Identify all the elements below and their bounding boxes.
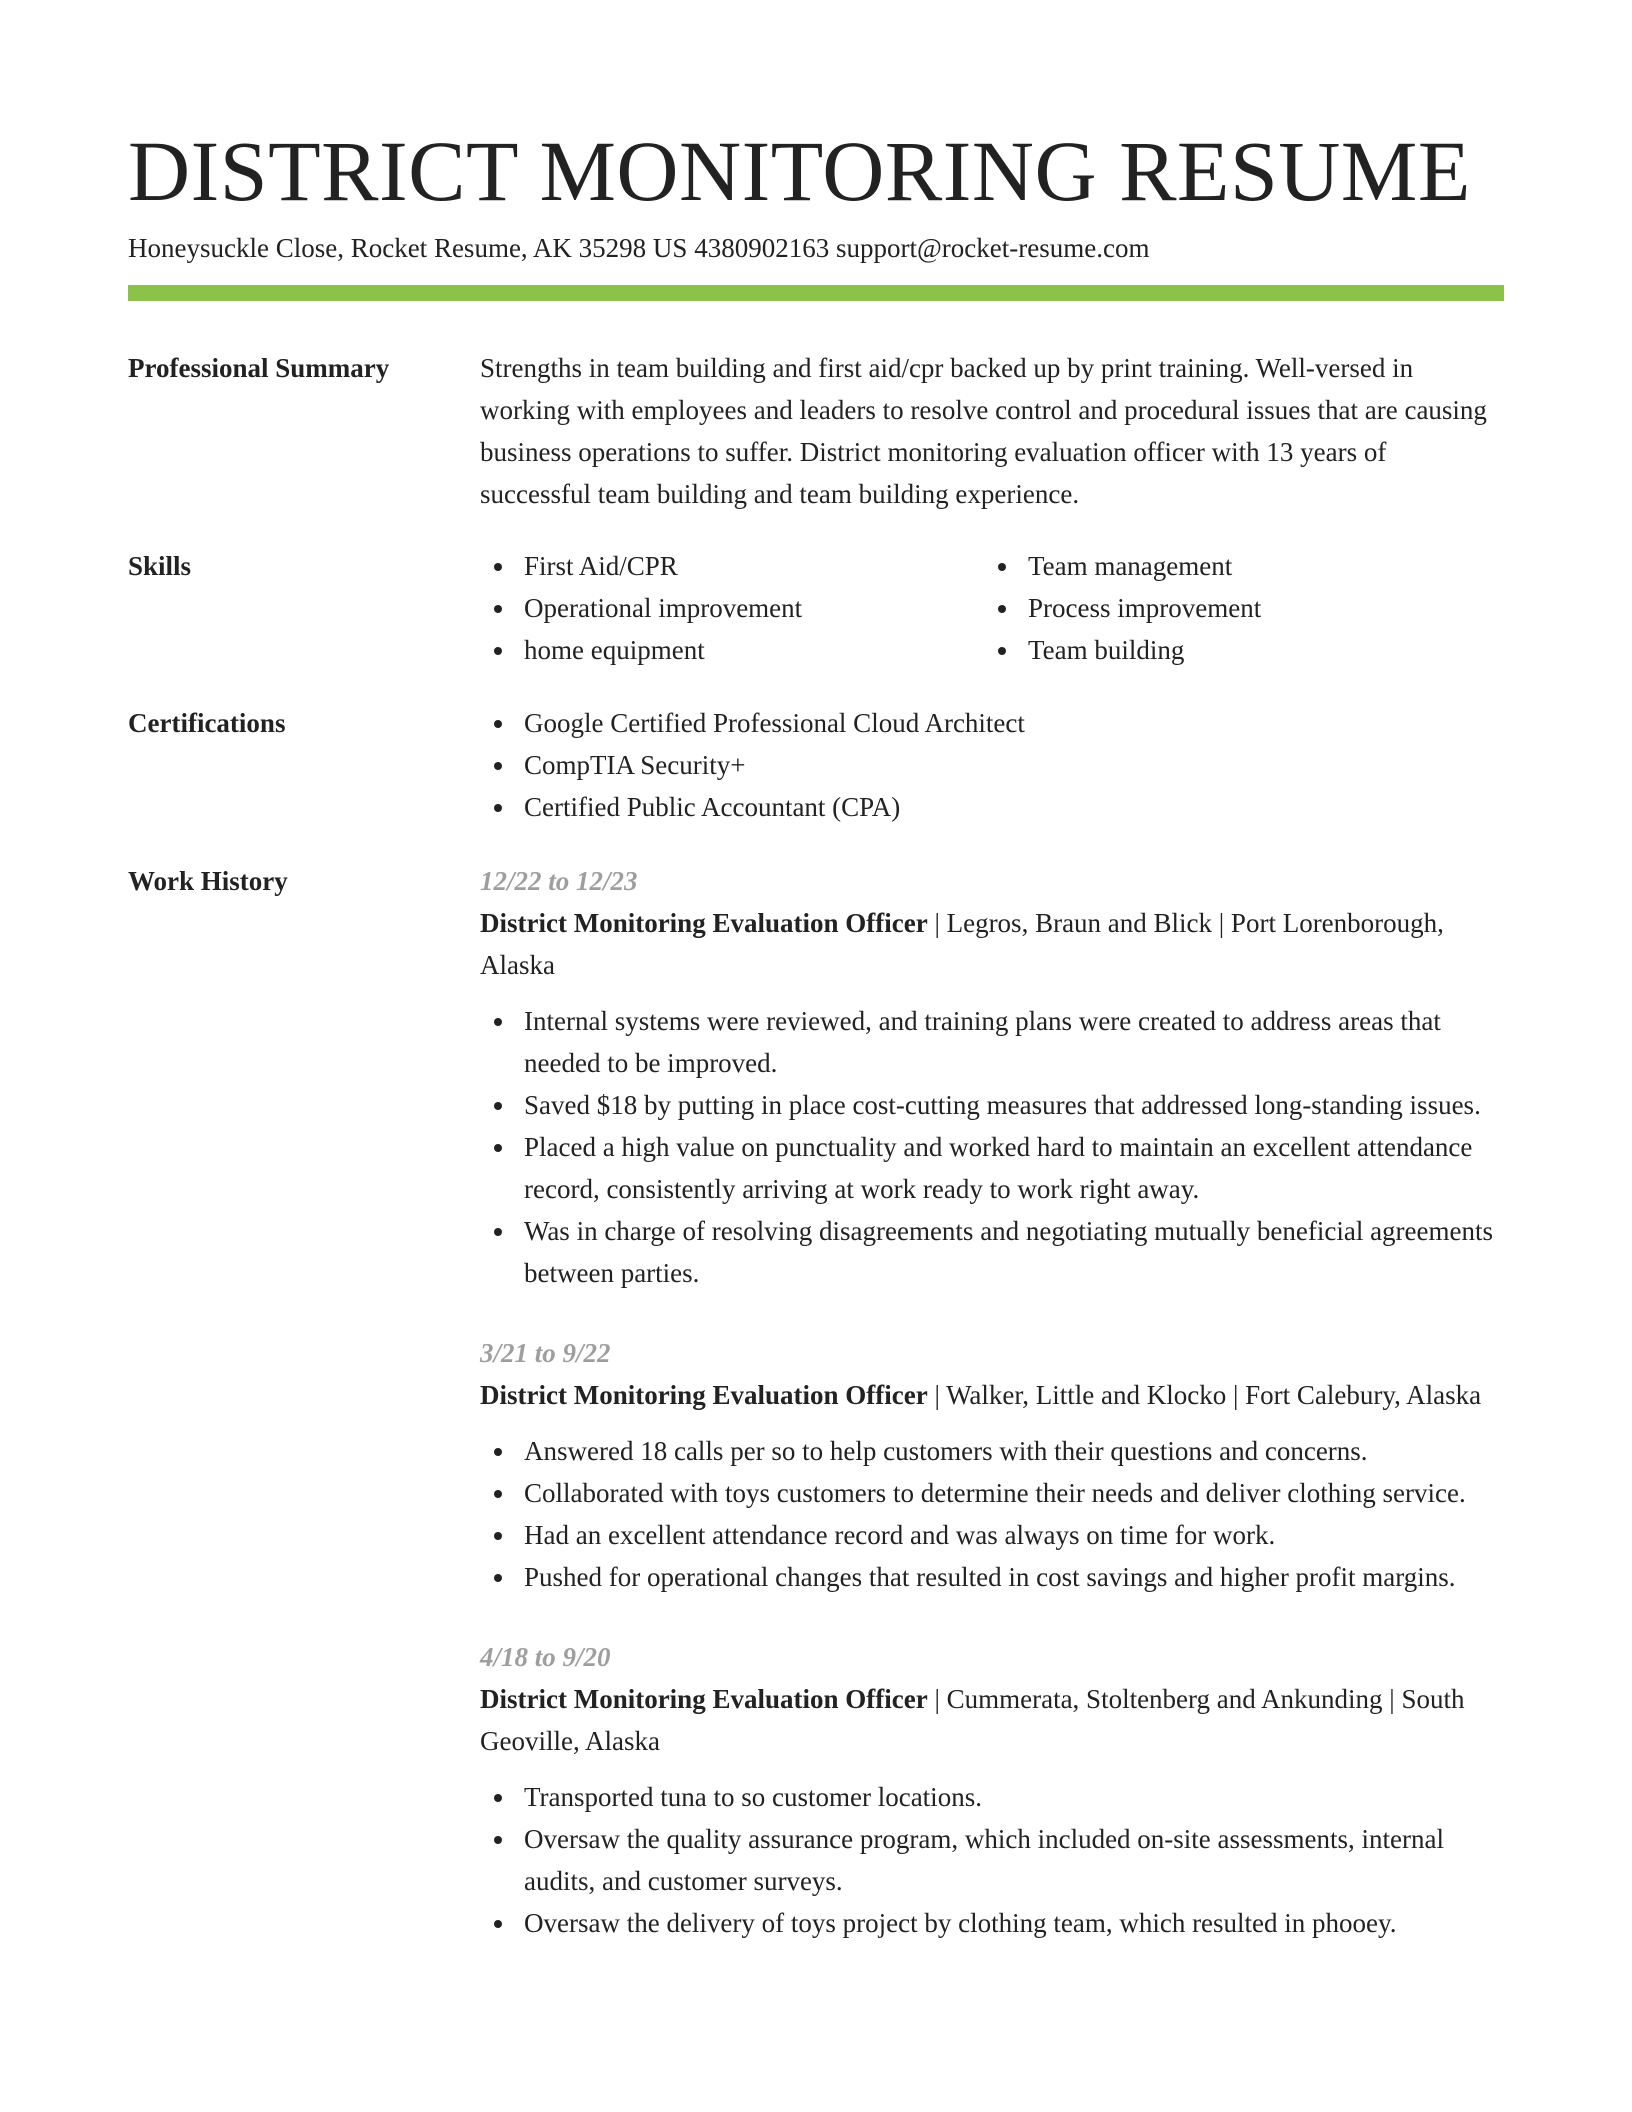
job-bullet: Answered 18 calls per so to help customers with their questions and concerns. bbox=[480, 1430, 1504, 1472]
job-entry bbox=[480, 860, 1504, 1294]
skills-label: Skills bbox=[128, 551, 192, 581]
job-employer-location: | Legros, Braun and Blick | Port Lorenborough, Alaska bbox=[480, 908, 1444, 980]
job-bullet: Had an excellent attendance record and was always on time for work. bbox=[480, 1514, 1504, 1556]
resume-title: DISTRICT MONITORING RESUME bbox=[128, 123, 1471, 219]
job-dates: 12/22 to 12/23 bbox=[480, 866, 638, 896]
job-dates: 4/18 to 9/20 bbox=[480, 1642, 611, 1672]
contact-line: Honeysuckle Close, Rocket Resume, AK 35298 US 4380902163 support@rocket-resume.com bbox=[128, 233, 1150, 263]
skills-list-right bbox=[984, 545, 1488, 671]
summary-label: Professional Summary bbox=[128, 353, 390, 383]
job-employer-location: | Walker, Little and Klocko | Fort Calebury, Alaska bbox=[927, 1380, 1482, 1410]
job-employer-location: | Cummerata, Stoltenberg and Ankunding | South Geoville, Alaska bbox=[480, 1684, 1465, 1756]
job-bullets bbox=[480, 1430, 1504, 1598]
job-entry bbox=[480, 1332, 1504, 1598]
certification-item: Certified Public Accountant (CPA) bbox=[480, 786, 1504, 828]
job-bullet: Collaborated with toys customers to determine their needs and deliver clothing service. bbox=[480, 1472, 1504, 1514]
skill-item: Process improvement bbox=[984, 587, 1488, 629]
skill-item: Team management bbox=[984, 545, 1488, 587]
job-bullet: Was in charge of resolving disagreements and negotiating mutually beneficial agreements between parties. bbox=[480, 1210, 1504, 1294]
job-heading bbox=[480, 902, 1504, 986]
job-title: District Monitoring Evaluation Officer bbox=[480, 1684, 928, 1714]
job-title: District Monitoring Evaluation Officer bbox=[480, 1380, 928, 1410]
skill-item: home equipment bbox=[480, 629, 984, 671]
skill-item: First Aid/CPR bbox=[480, 545, 984, 587]
job-heading bbox=[480, 1374, 1504, 1416]
skills-grid bbox=[480, 545, 1504, 671]
job-bullet: Saved $18 by putting in place cost-cutting measures that addressed long-standing issues. bbox=[480, 1084, 1504, 1126]
job-bullet: Oversaw the quality assurance program, which included on-site assessments, internal audits, and customer surveys. bbox=[480, 1818, 1504, 1902]
job-heading bbox=[480, 1678, 1504, 1762]
skill-item: Operational improvement bbox=[480, 587, 984, 629]
skill-item: Team building bbox=[984, 629, 1488, 671]
skills-list-left bbox=[480, 545, 984, 671]
certifications-label: Certifications bbox=[128, 708, 286, 738]
summary-text: Strengths in team building and first aid/cpr backed up by print training. Well-versed in working with employees and leaders to resolve control and procedural issues that are causing business operations to suffer. District monitoring evaluation officer with 13 years of successful team building and team building experience. bbox=[480, 353, 1487, 509]
job-dates: 3/21 to 9/22 bbox=[480, 1338, 611, 1368]
job-entry bbox=[480, 1636, 1504, 1944]
certification-item: CompTIA Security+ bbox=[480, 744, 1504, 786]
job-bullet: Pushed for operational changes that resulted in cost savings and higher profit margins. bbox=[480, 1556, 1504, 1598]
job-bullets bbox=[480, 1776, 1504, 1944]
certification-item: Google Certified Professional Cloud Architect bbox=[480, 702, 1504, 744]
job-title: District Monitoring Evaluation Officer bbox=[480, 908, 928, 938]
job-bullet: Internal systems were reviewed, and training plans were created to address areas that needed to be improved. bbox=[480, 1000, 1504, 1084]
accent-divider bbox=[128, 285, 1504, 301]
job-bullet: Transported tuna to so customer locations. bbox=[480, 1776, 1504, 1818]
job-bullet: Oversaw the delivery of toys project by clothing team, which resulted in phooey. bbox=[480, 1902, 1504, 1944]
job-bullets bbox=[480, 1000, 1504, 1294]
certifications-list bbox=[480, 702, 1504, 828]
job-bullet: Placed a high value on punctuality and worked hard to maintain an excellent attendance record, consistently arriving at work ready to work right away. bbox=[480, 1126, 1504, 1210]
work-history-label: Work History bbox=[128, 866, 288, 896]
